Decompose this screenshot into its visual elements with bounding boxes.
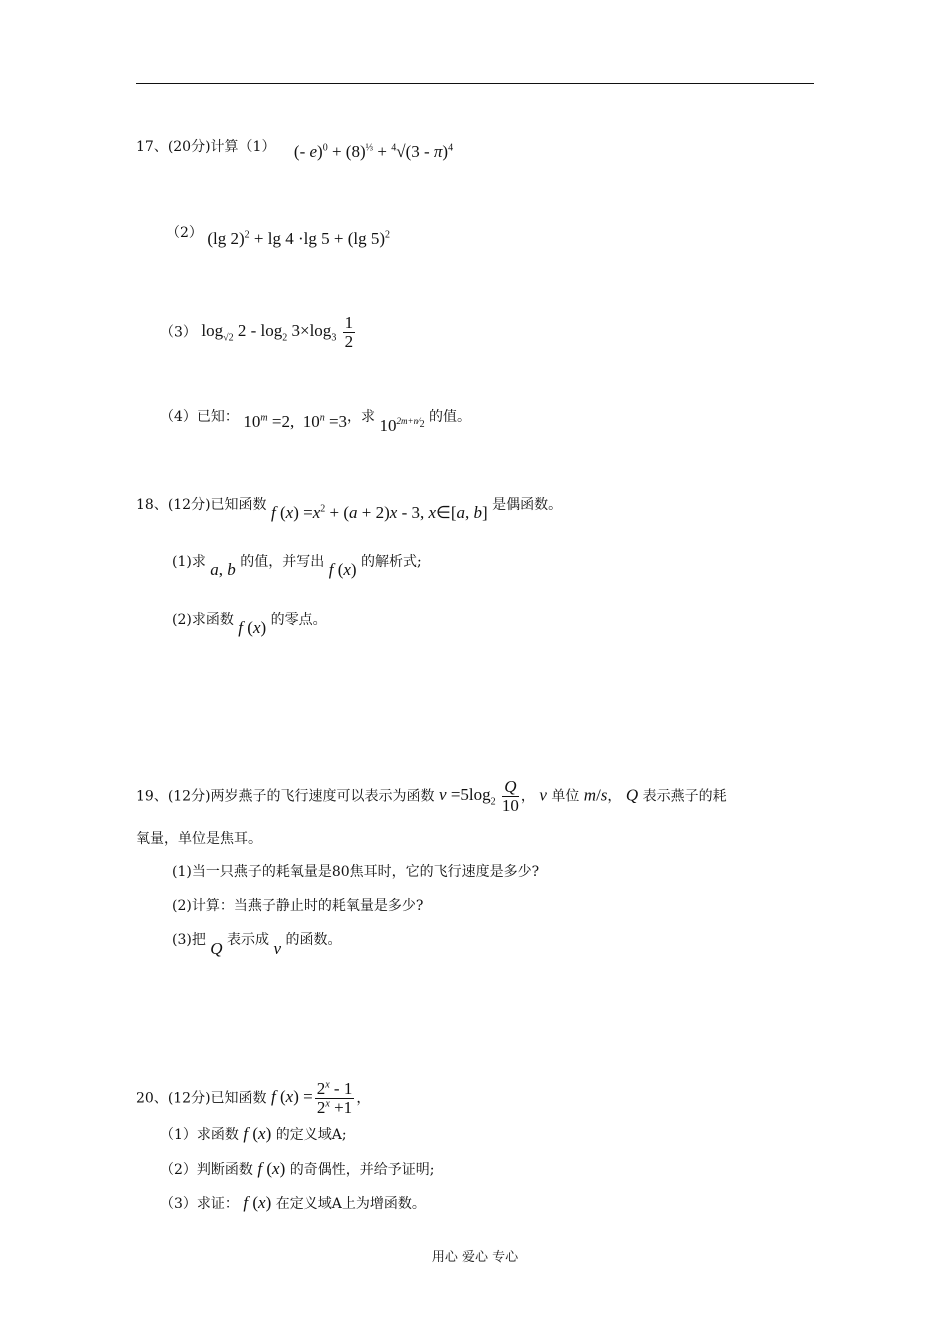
q20-sub2-b: 的奇偶性，并给予证明; (289, 1162, 435, 1178)
q17-expr3: $\log_{√2} 2 - \log_2 3\times\log_3$ $\frac{1}{2}$ (201, 313, 354, 351)
q19-expr: $v =5\log_2$ $\frac{Q}{10}$ (439, 777, 519, 815)
q20-sub2-fx: f (x) (257, 1159, 286, 1178)
q19-sub2: (2)计算：当燕子静止时的耗氧量是多少? (172, 898, 424, 914)
header-rule (136, 83, 814, 84)
q19-line2: 氧量，单位是焦耳。 (136, 831, 262, 847)
q17-expr1: (- $e)^0 + (8)^{\frac{1}{3}} + ^4√(3 - \pi)^4$ (293, 142, 454, 161)
q19-sub3-b: 表示成 (227, 932, 270, 948)
q17-line2 (166, 222, 390, 248)
q18-tail: 是偶函数。 (492, 497, 563, 513)
q18-sub1-a: (1)求 (172, 554, 206, 570)
q18-sub1-b: 的值，并写出 (240, 554, 325, 570)
q20-sub3-fx: f (x) (243, 1193, 272, 1212)
q20-heading: 20、(12分)已知函数 (136, 1090, 267, 1107)
q20-sub1-b: 的定义域A; (275, 1127, 347, 1143)
q20-sub2 (160, 1159, 434, 1180)
q20-sub1-a: （1）求函数 (160, 1127, 239, 1143)
q20-sub1-fx: f (x) (243, 1124, 272, 1143)
q17-part3-label: （3） (160, 324, 197, 341)
q18-sub2-b: 的零点。 (270, 612, 327, 628)
q18-heading: 18、(12分)已知函数 (136, 497, 267, 513)
q20-expr: f (x) = $\frac{2^x - 1}{2^x +1}$ (271, 1079, 353, 1117)
q18-sub1-c: 的解析式; (361, 554, 422, 570)
q18-sub2 (172, 609, 327, 637)
q20-comma: ， (356, 1090, 371, 1107)
q18-expr: f $(x) =x^2 + (a + 2)x - 3$, x∈[a, b] (271, 503, 488, 522)
q19-comma2: ， (607, 788, 622, 805)
q20-sub1 (160, 1124, 347, 1145)
q17-line3 (160, 314, 357, 351)
q18-sub1-fx: f (x) (328, 560, 357, 579)
q19-unit: m/s (583, 785, 608, 805)
q17-expr2: (lg 2)$^2$ + lg 4 ·lg 5 + (lg 5)$^2$ (207, 229, 390, 248)
q20-sub3-b: 在定义域A上为增函数。 (275, 1196, 426, 1212)
q17-part2-label: （2） (166, 225, 203, 241)
q19-tail: 表示燕子的耗 (642, 788, 727, 805)
q18-sub2-a: (2)求函数 (172, 612, 234, 628)
q17-part4-label: （4）已知： (160, 409, 239, 425)
q17-expr4: $10^m =2$, $10^n =3$ (243, 412, 348, 431)
q17-line1 (136, 136, 454, 161)
q19-heading: 19、(12分)两岁燕子的飞行速度可以表示为函数 (136, 788, 435, 805)
q19-sub3-v: v (273, 939, 282, 958)
q19-sub3-Q: Q (210, 939, 223, 958)
q20-sub3-a: （3）求证： (160, 1196, 239, 1212)
q19-sub3-a: (3)把 (172, 932, 206, 948)
q19-sub3-c: 的函数。 (285, 932, 342, 948)
q17-line4 (160, 406, 472, 435)
q19-sub1: (1)当一只燕子的耗氧量是80焦耳时，它的飞行速度是多少? (172, 864, 540, 880)
q17-part4-tail: 的值。 (429, 409, 472, 425)
q19-sub3 (172, 929, 342, 958)
q18-line1 (136, 494, 563, 522)
q20-line1 (136, 1080, 370, 1117)
q18-sub1 (172, 551, 422, 579)
q19-v: v (539, 785, 547, 805)
q20-sub3 (160, 1193, 426, 1214)
q17-part4-mid: ，求 (347, 409, 376, 425)
page-footer: 用心 爱心 专心 (431, 1250, 519, 1265)
q20-sub2-a: （2）判断函数 (160, 1162, 253, 1178)
q19-unit-label: 单位 (551, 788, 580, 805)
q17-heading: 17、(20分)计算（1） (136, 139, 276, 155)
q19-Q: Q (625, 785, 639, 805)
q19-line1 (136, 778, 727, 815)
q18-sub2-fx: f (x) (238, 618, 267, 637)
q18-sub1-ab: a, b (210, 560, 236, 579)
q19-comma1: ， (520, 788, 535, 805)
q17-expr4b: $10^{2m+n⁄_2}$ (379, 416, 425, 435)
